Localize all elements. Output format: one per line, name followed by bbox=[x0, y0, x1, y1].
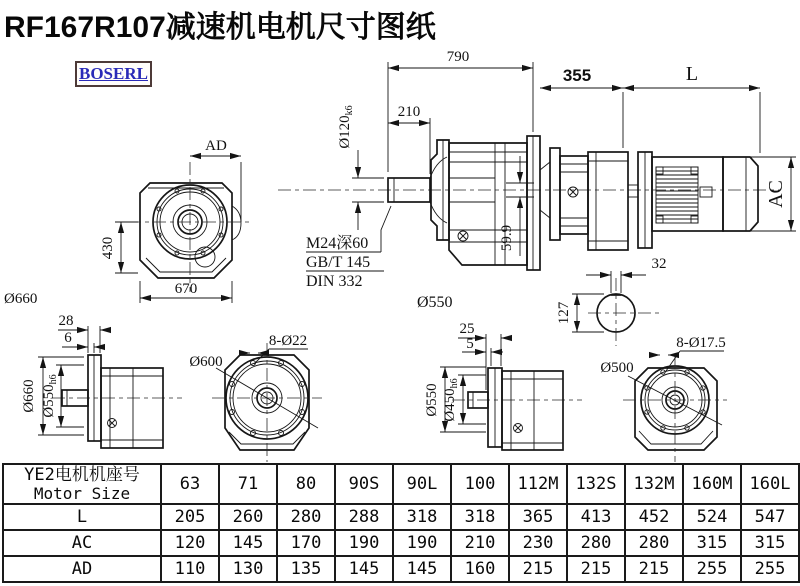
dim-599-label: 59.9 bbox=[499, 224, 515, 252]
table-cell: 230 bbox=[509, 530, 567, 556]
boserl-logo-text: BOSERL bbox=[79, 64, 148, 83]
table-cell: 130 bbox=[219, 556, 277, 582]
table-cell: 145 bbox=[393, 556, 451, 582]
dim-32-label: 32 bbox=[651, 256, 667, 272]
view-output-a bbox=[4, 291, 182, 448]
table-cell: 524 bbox=[683, 504, 741, 530]
dim-d550h6-label: $Ø550_{h6}$ bbox=[41, 374, 59, 418]
table-cell: 210 bbox=[451, 530, 509, 556]
view-flange-b bbox=[600, 335, 727, 462]
table-cell: 452 bbox=[625, 504, 683, 530]
table-cell: 145 bbox=[219, 530, 277, 556]
dim-6-label: 6 bbox=[64, 330, 72, 346]
row-label: AC bbox=[3, 530, 161, 556]
dim-5-label: 5 bbox=[466, 336, 474, 352]
table-cell: 170 bbox=[277, 530, 335, 556]
dim-25-label: 25 bbox=[459, 321, 475, 337]
table-row-AD bbox=[3, 556, 799, 582]
dim-ad-label: AD bbox=[205, 138, 227, 154]
column-header: 71 bbox=[219, 464, 277, 504]
oil-plug bbox=[458, 231, 468, 241]
table-cell: 145 bbox=[335, 556, 393, 582]
drain-boss bbox=[195, 247, 215, 267]
dim-d500-label: Ø500 bbox=[600, 360, 634, 376]
view-output-b bbox=[424, 321, 582, 450]
oil-plug-2 bbox=[568, 187, 578, 197]
column-header: 90S bbox=[335, 464, 393, 504]
row-label: L bbox=[3, 504, 161, 530]
oil-plug-b bbox=[514, 424, 523, 433]
header-cn: YE2电机机座号 bbox=[24, 464, 140, 485]
table-cell: 255 bbox=[683, 556, 741, 582]
label-d550-flange: Ø550 bbox=[417, 294, 453, 311]
table-cell: 288 bbox=[335, 504, 393, 530]
column-header: 160L bbox=[741, 464, 799, 504]
dim-790-label: 790 bbox=[446, 49, 470, 65]
dim-ac-label: AC bbox=[765, 180, 787, 208]
side-boss bbox=[232, 206, 241, 240]
table-cell: 318 bbox=[393, 504, 451, 530]
dim-shaft-dia-label: $Ø120_{k6}$ bbox=[337, 105, 355, 149]
dim-8d22-label: 8-Ø22 bbox=[268, 333, 308, 349]
table-cell: 190 bbox=[393, 530, 451, 556]
table-row-L bbox=[3, 504, 799, 530]
view-flange-a bbox=[189, 333, 322, 462]
fan-cover bbox=[723, 157, 758, 231]
column-header: 132M bbox=[625, 464, 683, 504]
table-cell: 135 bbox=[277, 556, 335, 582]
row-label: AD bbox=[3, 556, 161, 582]
dim-210-label: 210 bbox=[397, 104, 421, 120]
table-cell: 315 bbox=[741, 530, 799, 556]
table-cell: 215 bbox=[567, 556, 625, 582]
column-header: 112M bbox=[509, 464, 567, 504]
shaft-cross-section bbox=[556, 256, 667, 346]
label-d660-view: Ø660 bbox=[4, 291, 38, 307]
table-cell: 365 bbox=[509, 504, 567, 530]
table-row-AC bbox=[3, 530, 799, 556]
column-header: 63 bbox=[161, 464, 219, 504]
input-stage-housing bbox=[588, 152, 628, 250]
table-header-motor-size bbox=[3, 464, 161, 504]
header-en: Motor Size bbox=[33, 483, 131, 503]
dim-355-label: 355 bbox=[562, 66, 592, 85]
column-header: 100 bbox=[451, 464, 509, 504]
page-title: RF167R107减速机电机尺寸图纸 bbox=[4, 11, 436, 44]
column-header: 90L bbox=[393, 464, 451, 504]
dim-d660-label: Ø660 bbox=[21, 379, 37, 413]
table-cell: 280 bbox=[277, 504, 335, 530]
note-m24-label: M24深60 bbox=[306, 235, 369, 252]
table-cell: 315 bbox=[683, 530, 741, 556]
table-cell: 547 bbox=[741, 504, 799, 530]
table-cell: 318 bbox=[451, 504, 509, 530]
table-cell: 110 bbox=[161, 556, 219, 582]
dim-670-label: 670 bbox=[174, 281, 198, 297]
note-gbt145-label: GB/T 145 bbox=[306, 254, 371, 271]
note-din332-label: DIN 332 bbox=[306, 273, 363, 290]
dim-8d175-label: 8-Ø17.5 bbox=[676, 335, 726, 351]
table-cell: 413 bbox=[567, 504, 625, 530]
table-cell: 280 bbox=[625, 530, 683, 556]
table-cell: 280 bbox=[567, 530, 625, 556]
table-cell: 215 bbox=[625, 556, 683, 582]
table-cell: 215 bbox=[509, 556, 567, 582]
dim-28-label: 28 bbox=[58, 313, 74, 329]
view-front-gearbox bbox=[100, 138, 250, 303]
dim-l-label: L bbox=[685, 63, 699, 85]
oil-plug-a bbox=[108, 419, 117, 428]
terminal-box bbox=[700, 187, 712, 197]
dim-127-label: 127 bbox=[556, 301, 572, 325]
dim-d450h6-label: $Ø450_{h6}$ bbox=[442, 378, 460, 422]
motor-size-table bbox=[2, 463, 800, 583]
dim-d550-label: Ø550 bbox=[424, 383, 440, 417]
table-cell: 205 bbox=[161, 504, 219, 530]
table-cell: 120 bbox=[161, 530, 219, 556]
column-header: 160M bbox=[683, 464, 741, 504]
table-cell: 260 bbox=[219, 504, 277, 530]
gear-housing bbox=[449, 143, 527, 265]
column-header: 132S bbox=[567, 464, 625, 504]
table-cell: 160 bbox=[451, 556, 509, 582]
table-cell: 255 bbox=[741, 556, 799, 582]
rear-ring bbox=[527, 136, 540, 270]
dim-430-label: 430 bbox=[100, 236, 116, 260]
column-header: 80 bbox=[277, 464, 335, 504]
table-cell: 190 bbox=[335, 530, 393, 556]
dim-d600-label: Ø600 bbox=[189, 354, 223, 370]
